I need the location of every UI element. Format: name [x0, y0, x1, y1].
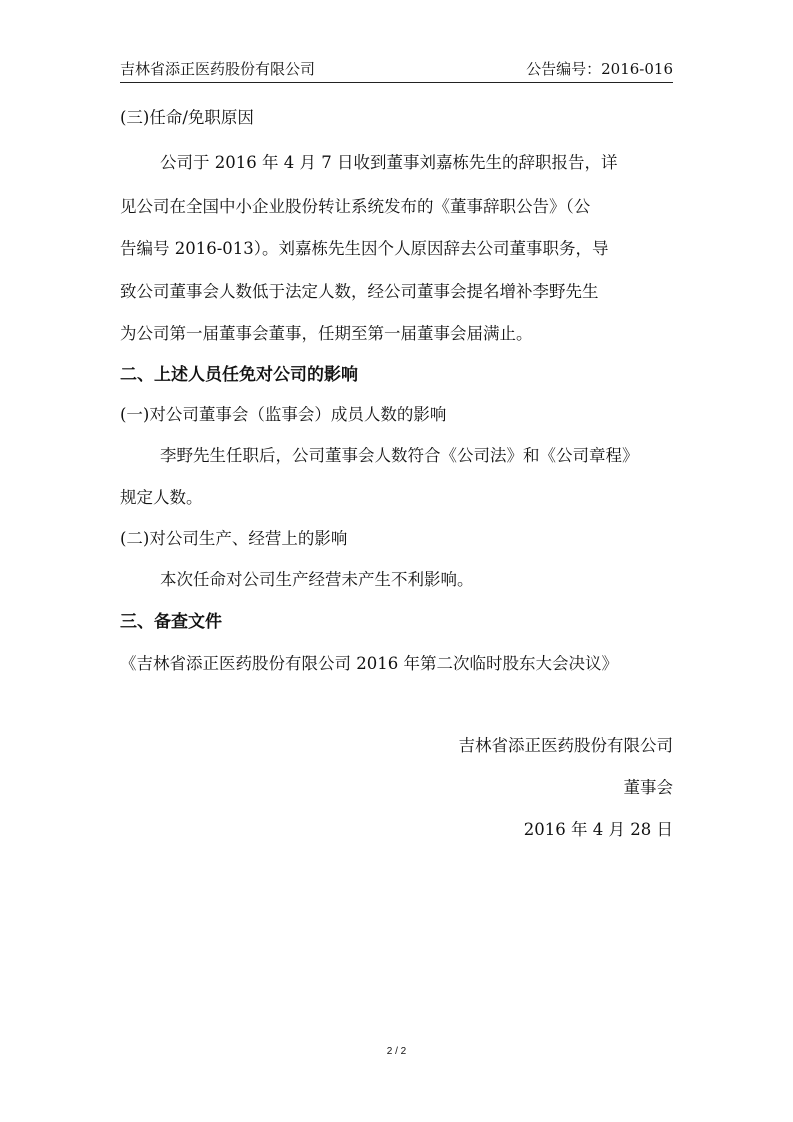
signature-date: 2016 年 4 月 28 日 — [523, 820, 673, 839]
page-number: 2 / 2 — [386, 1046, 407, 1057]
reference-document: 《吉林省添正医药股份有限公司 2016 年第二次临时股东大会决议》 — [120, 654, 618, 673]
paragraph-2-line-1: 李野先生任职后，公司董事会人数符合《公司法》和《公司章程》 — [160, 446, 639, 465]
header-company: 吉林省添正医药股份有限公司 — [120, 60, 316, 78]
section-2-heading: 二、上述人员任免对公司的影响 — [120, 365, 358, 385]
signature-company: 吉林省添正医药股份有限公司 — [458, 736, 673, 755]
paragraph-1-line-2: 见公司在全国中小企业股份转让系统发布的《董事辞职公告》（公 — [120, 197, 591, 216]
signature-board: 董事会 — [623, 778, 673, 797]
subsection-1-title: (一)对公司董事会（监事会）成员人数的影响 — [120, 405, 447, 424]
paragraph-1-line-5: 为公司第一届董事会董事，任期至第一届董事会届满止。 — [120, 324, 533, 343]
subsection-3-title: (三)任命/免职原因 — [120, 108, 254, 127]
section-3-heading: 三、备查文件 — [120, 612, 222, 632]
subsection-2-title: (二)对公司生产、经营上的影响 — [120, 529, 348, 548]
paragraph-1-line-3: 告编号 2016-013）。刘嘉栋先生因个人原因辞去公司董事职务，导 — [120, 239, 609, 258]
paragraph-3: 本次任命对公司生产经营未产生不利影响。 — [160, 570, 474, 589]
paragraph-1-line-4: 致公司董事会人数低于法定人数，经公司董事会提名增补李野先生 — [120, 282, 599, 301]
page-header — [120, 56, 673, 83]
paragraph-2-line-2: 规定人数。 — [120, 488, 203, 507]
header-notice-number: 公告编号：2016-016 — [526, 60, 673, 78]
paragraph-1-line-1: 公司于 2016 年 4 月 7 日收到董事刘嘉栋先生的辞职报告，详 — [160, 153, 618, 172]
